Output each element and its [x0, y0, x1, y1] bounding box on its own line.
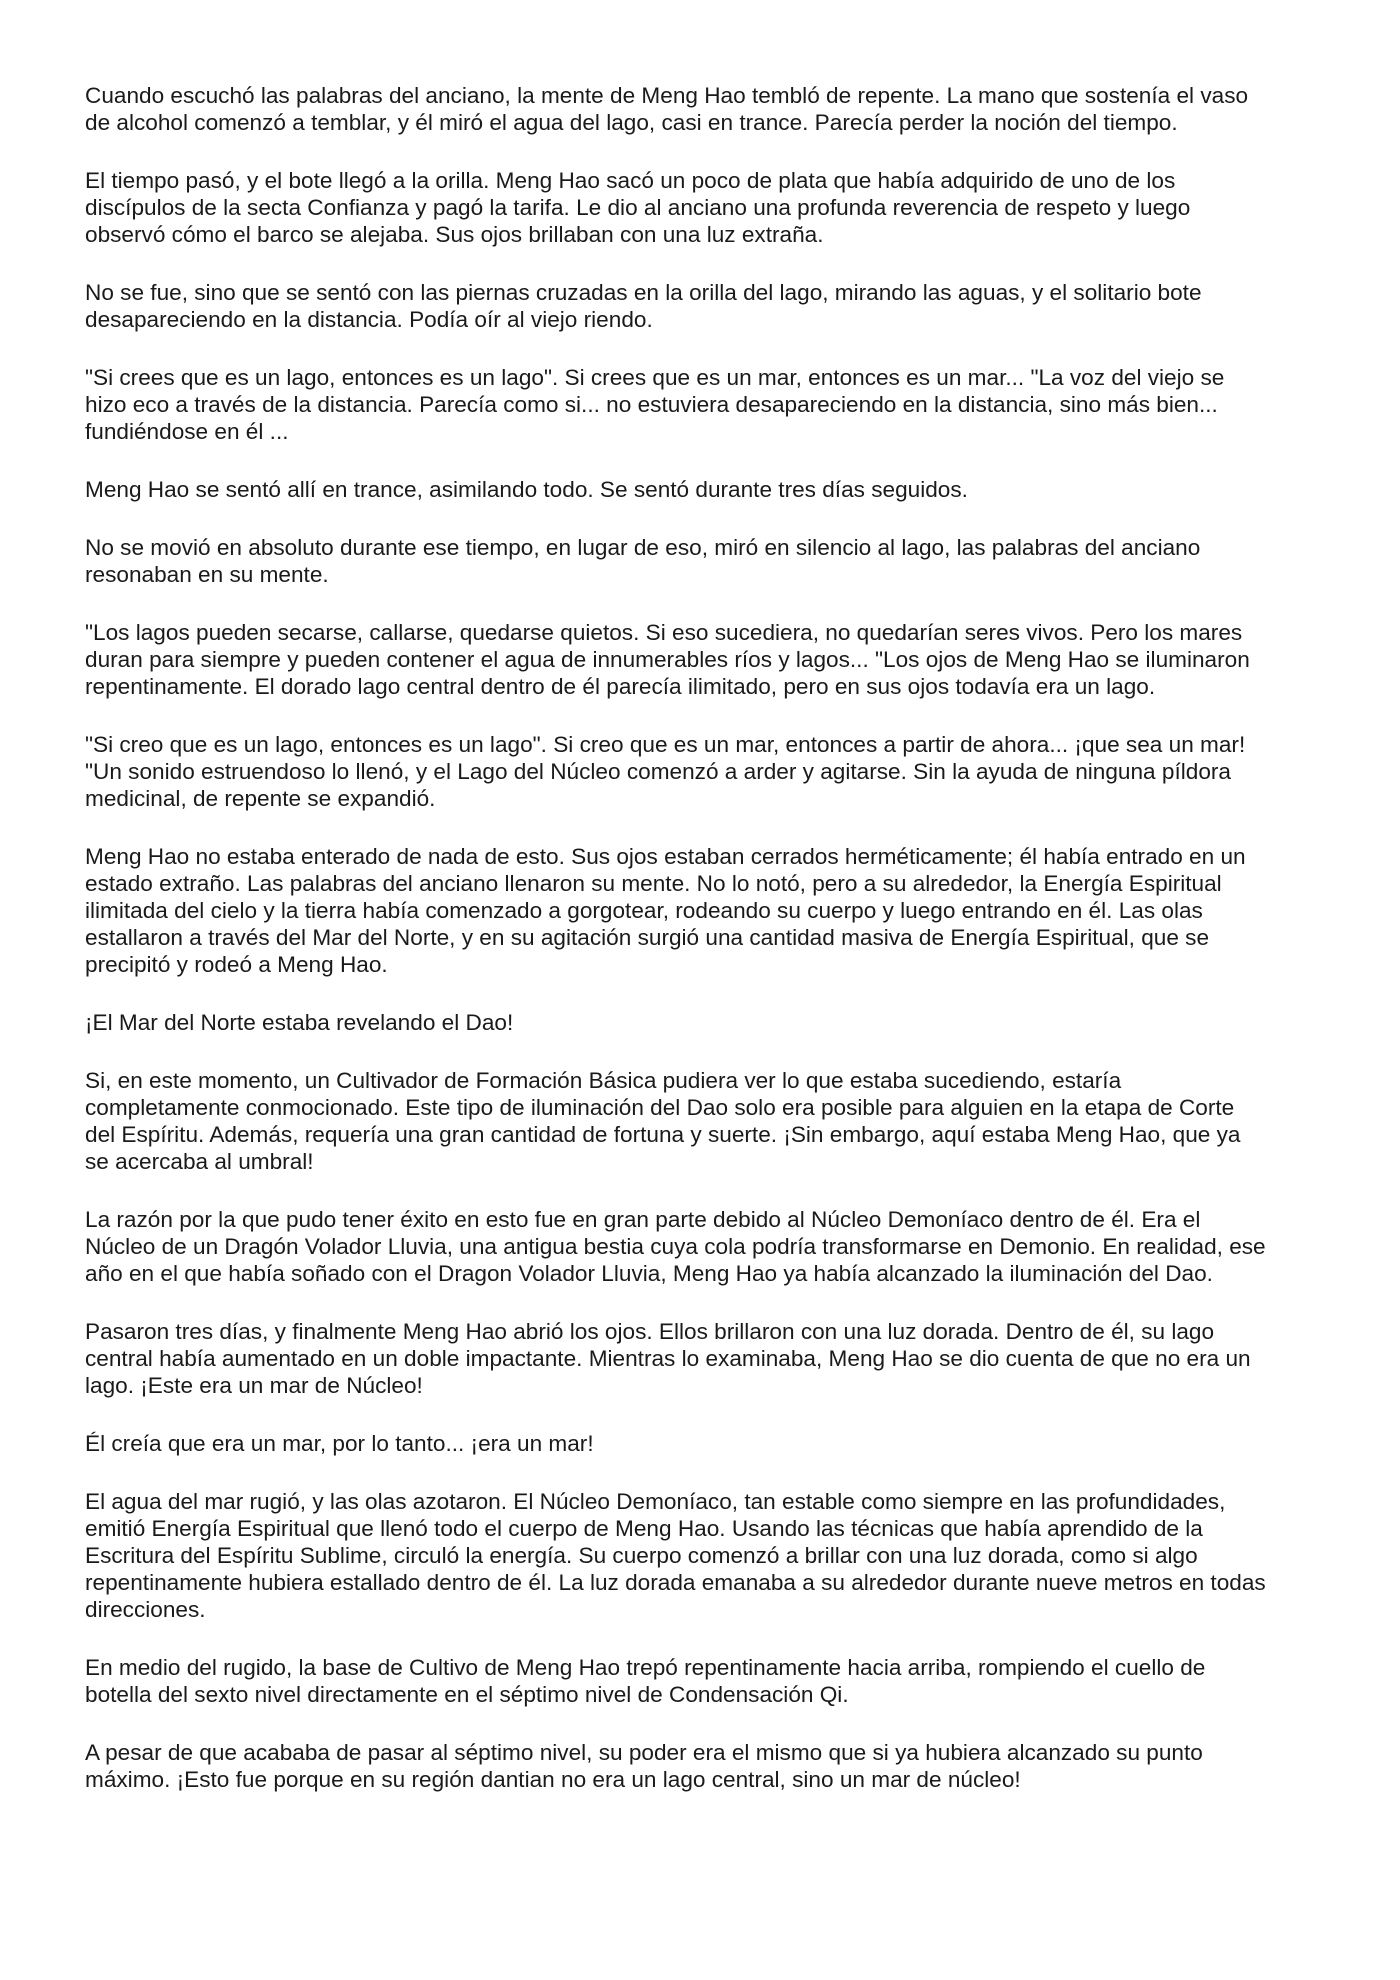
- paragraph-9: Meng Hao no estaba enterado de nada de esto. Sus ojos estaban cerrados herméticamente; él había entrado en un estado extraño. Las palabras del anciano llenaron su mente. No lo notó, pero a su alrededor, la Energía Espiritual ilimitada del cielo y la tierra había comenzado a gorgotear, rodeando su cuerpo y luego entrando en él. Las olas estallaron a través del Mar del Norte, y en su agitación surgió una cantidad masiva de Energía Espiritual, que se precipitó y rodeó a Meng Hao.: [85, 844, 1246, 977]
- paragraph-17: A pesar de que acababa de pasar al séptimo nivel, su poder era el mismo que si ya hubiera alcanzado su punto máximo. ¡Esto fue porque en su región dantian no era un lago central, sino un mar de núcleo!: [85, 1740, 1203, 1792]
- document-page: [85, 82, 1325, 1824]
- paragraph-15: El agua del mar rugió, y las olas azotaron. El Núcleo Demoníaco, tan estable como siempre en las profundidades, emitió Energía Espiritual que llenó todo el cuerpo de Meng Hao. Usando las técnicas que había aprendido de la Escritura del Espíritu Sublime, circuló la energía. Su cuerpo comenzó a brillar con una luz dorada, como si algo repentinamente hubiera estallado dentro de él. La luz dorada emanaba a su alrededor durante nueve metros en todas direcciones.: [85, 1489, 1266, 1622]
- paragraph-6: No se movió en absoluto durante ese tiempo, en lugar de eso, miró en silencio al lago, las palabras del anciano resonaban en su mente.: [85, 535, 1201, 587]
- paragraph-16: En medio del rugido, la base de Cultivo de Meng Hao trepó repentinamente hacia arriba, rompiendo el cuello de botella del sexto nivel directamente en el séptimo nivel de Condensación Qi.: [85, 1655, 1206, 1707]
- paragraph-1: Cuando escuchó las palabras del anciano, la mente de Meng Hao tembló de repente. La mano que sostenía el vaso de alcohol comenzó a temblar, y él miró el agua del lago, casi en trance. Parecía perder la noción del tiempo.: [85, 83, 1249, 135]
- paragraph-4: "Si crees que es un lago, entonces es un lago". Si crees que es un mar, entonces es un mar... "La voz del viejo se hizo eco a través de la distancia. Parecía como si... no estuviera desapareciendo en la distancia, sino más bien... fundiéndose en él ...: [85, 365, 1225, 444]
- paragraph-5: Meng Hao se sentó allí en trance, asimilando todo. Se sentó durante tres días seguidos.: [85, 477, 968, 502]
- paragraph-7: "Los lagos pueden secarse, callarse, quedarse quietos. Si eso sucediera, no quedarían seres vivos. Pero los mares duran para siempre y pueden contener el agua de innumerables ríos y lagos... "Los ojos de Meng Hao se iluminaron repentinamente. El dorado lago central dentro de él parecía ilimitado, pero en sus ojos todavía era un lago.: [85, 620, 1250, 699]
- paragraph-12: La razón por la que pudo tener éxito en esto fue en gran parte debido al Núcleo Demoníaco dentro de él. Era el Núcleo de un Dragón Volador Lluvia, una antigua bestia cuya cola podría transformarse en Demonio. En realidad, ese año en el que había soñado con el Dragon Volador Lluvia, Meng Hao ya había alcanzado la iluminación del Dao.: [85, 1207, 1266, 1286]
- paragraph-8: "Si creo que es un lago, entonces es un lago". Si creo que es un mar, entonces a partir de ahora... ¡que sea un mar! "Un sonido estruendoso lo llenó, y el Lago del Núcleo comenzó a arder y agitarse. Sin la ayuda de ninguna píldora medicinal, de repente se expandió.: [85, 732, 1246, 811]
- paragraph-10: ¡El Mar del Norte estaba revelando el Dao!: [85, 1010, 514, 1035]
- paragraph-3: No se fue, sino que se sentó con las piernas cruzadas en la orilla del lago, mirando las aguas, y el solitario bote desapareciendo en la distancia. Podía oír al viejo riendo.: [85, 280, 1202, 332]
- paragraph-2: El tiempo pasó, y el bote llegó a la orilla. Meng Hao sacó un poco de plata que había adquirido de uno de los discípulos de la secta Confianza y pagó la tarifa. Le dio al anciano una profunda reverencia de respeto y luego observó cómo el barco se alejaba. Sus ojos brillaban con una luz extraña.: [85, 168, 1191, 247]
- paragraph-14: Él creía que era un mar, por lo tanto... ¡era un mar!: [85, 1431, 594, 1456]
- paragraph-11: Si, en este momento, un Cultivador de Formación Básica pudiera ver lo que estaba sucediendo, estaría completamente conmocionado. Este tipo de iluminación del Dao solo era posible para alguien en la etapa de Corte del Espíritu. Además, requería una gran cantidad de fortuna y suerte. ¡Sin embargo, aquí estaba Meng Hao, que ya se acercaba al umbral!: [85, 1068, 1241, 1174]
- paragraph-13: Pasaron tres días, y finalmente Meng Hao abrió los ojos. Ellos brillaron con una luz dorada. Dentro de él, su lago central había aumentado en un doble impactante. Mientras lo examinaba, Meng Hao se dio cuenta de que no era un lago. ¡Este era un mar de Núcleo!: [85, 1319, 1251, 1398]
